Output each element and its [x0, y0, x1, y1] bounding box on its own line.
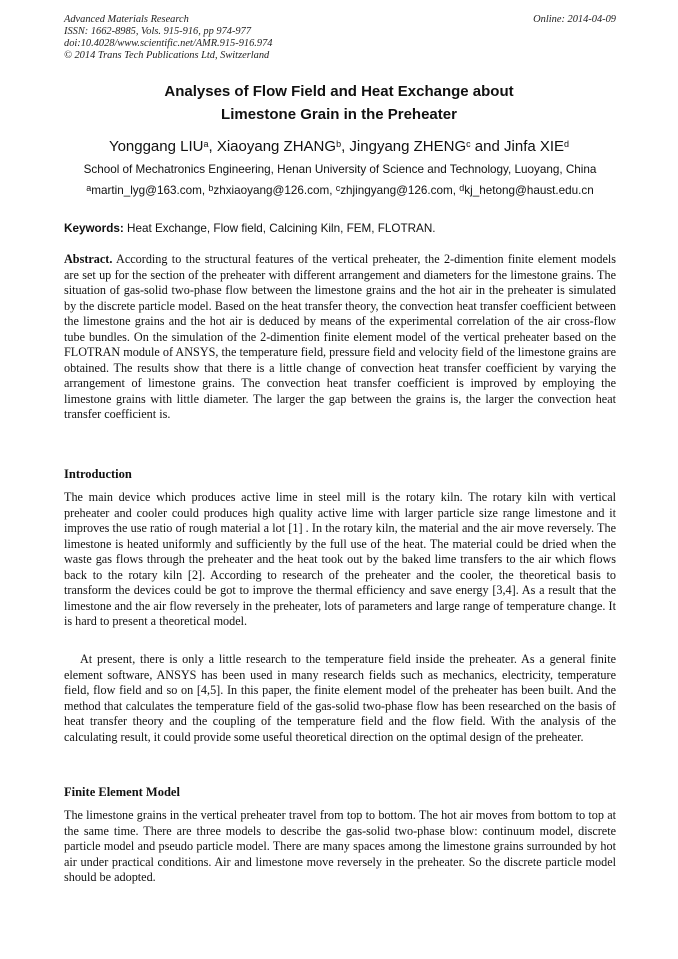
keywords-label: Keywords:: [64, 222, 124, 235]
author-affil-mark: c: [466, 139, 471, 149]
author-affil-mark: a: [203, 139, 209, 149]
fem-paragraph-1: The limestone grains in the vertical preheater travel from top to bottom. The hot air moves from bottom to top at the same time. There are three models to describe the gas-solid two-phase blow: continuum model, discrete particle model and pseudo particle model. There are many spaces among the limestone grains surrounded by hot air under practical conditions. Air and limestone move reversely in the preheater. So the discrete particle model should be adopted.: [64, 808, 616, 884]
email-mark: b: [208, 183, 214, 193]
author-affil-mark: b: [336, 139, 342, 149]
email-address[interactable]: zhjingyang@126.com: [340, 184, 453, 197]
email-address[interactable]: zhxiaoyang@126.com: [213, 184, 330, 197]
introduction-heading: Introduction: [64, 467, 132, 481]
author-affil-mark: d: [564, 139, 570, 149]
email-mark: d: [459, 183, 465, 193]
email-address[interactable]: kj_hetong@haust.edu.cn: [464, 184, 594, 197]
journal-name: Advanced Materials Research: [64, 14, 189, 25]
email-address[interactable]: martin_lyg@163.com: [91, 184, 202, 197]
paper-title: [64, 80, 614, 126]
keywords: [64, 222, 616, 236]
copyright-line: © 2014 Trans Tech Publications Ltd, Switzerland: [64, 50, 270, 61]
author-name: Jinfa XIE: [504, 138, 565, 155]
fem-heading: Finite Element Model: [64, 785, 180, 799]
email-separator: ,: [452, 184, 460, 197]
email-mark: c: [335, 183, 341, 193]
title-line-1: Analyses of Flow Field and Heat Exchange about: [164, 83, 514, 100]
author-name: Xiaoyang ZHANG: [216, 138, 337, 155]
email-separator: ,: [329, 184, 336, 197]
author-list: [64, 138, 614, 156]
email-list: [64, 184, 616, 198]
author-name: Yonggang LIU: [108, 138, 204, 155]
abstract-text: According to the structural features of the vertical preheater, the 2-dimention finite element models are set up for the section of the preheater with different arrangement and diameters for the limestone grains. The situation of gas-solid two-phase flow between the limestone grains and the hot air in the preheater is simulated by the discrete particle model. Based on the heat transfer theory, the convection heat transfer coefficient between the limestone grains and the hot air is deduced by means of the experimental correlation of the air cross-flow tube bundles. On the simulation of the 2-dimention finite element model of the vertical preheater based on the FLOTRAN module of ANSYS, the temperature field, pressure field and velocity field of the limestone grains are obtained. The results show that there is a little change of convection heat transfer coefficient by varying the arrangement of limestone grains. The convection heat transfer coefficient is improved by employing the limestone grains with little diameter. The larger the gap between the grains is, the larger the convection heat transfer coefficient is.: [64, 252, 616, 421]
doi-line: doi:10.4028/www.scientific.net/AMR.915-916.974: [64, 38, 273, 49]
issn-line: ISSN: 1662-8985, Vols. 915-916, pp 974-977: [64, 26, 252, 37]
abstract: [64, 252, 616, 423]
affiliation: School of Mechatronics Engineering, Henan University of Science and Technology, Luoyang, China: [83, 163, 597, 176]
running-header: [64, 14, 616, 62]
author-name: Jingyang ZHENG: [349, 138, 467, 155]
online-date: Online: 2014-04-09: [533, 14, 616, 25]
title-line-2: Limestone Grain in the Preheater: [221, 106, 457, 123]
abstract-label: Abstract.: [64, 252, 113, 266]
email-separator: ,: [201, 184, 209, 197]
email-mark: a: [86, 183, 92, 193]
introduction-paragraph-1: The main device which produces active lime in steel mill is the rotary kiln. The rotary kiln with vertical preheater and cooler could produces high quality active lime with larger particle size range limestone and it improves the use ratio of rough material a lot [1] . In the rotary kiln, the material and the air move reversely. The limestone is heated uniformly and sufficiently by the full use of the heat. The material could be dried when the waste gas flows through the preheater and the heat took out by the baked lime transfers to the air which flows back to the rotary kiln [2]. According to research of the preheater and the cooler, the theoretical basis to transform the devices could be got to improve the thermal efficiency and save energy [3,4]. As a result that the limestone and the air flow reversely in the preheater, lots of parameters and large range of temperature change. It is hard to present a theoretical model.: [64, 490, 616, 628]
keywords-text: Heat Exchange, Flow field, Calcining Kiln, FEM, FLOTRAN.: [123, 222, 436, 235]
author-separator: and: [470, 138, 505, 155]
introduction-paragraph-2: At present, there is only a little research to the temperature field inside the preheater. As a general finite element software, ANSYS has been used in many research fields such as mechanics, electricity, temperature field, flow field and so on [4,5]. In this paper, the finite element model of the preheater has been built. And the method that calculates the temperature field of the gas-solid two-phase flow has been researched on the basis of heat transfer theory and the coupling of the temperature field and the flow field. With the analysis of the calculating result, it could provide some useful theoretical direction on the optimal design of the preheater.: [64, 652, 616, 744]
author-separator: ,: [208, 138, 217, 155]
author-separator: ,: [341, 138, 350, 155]
